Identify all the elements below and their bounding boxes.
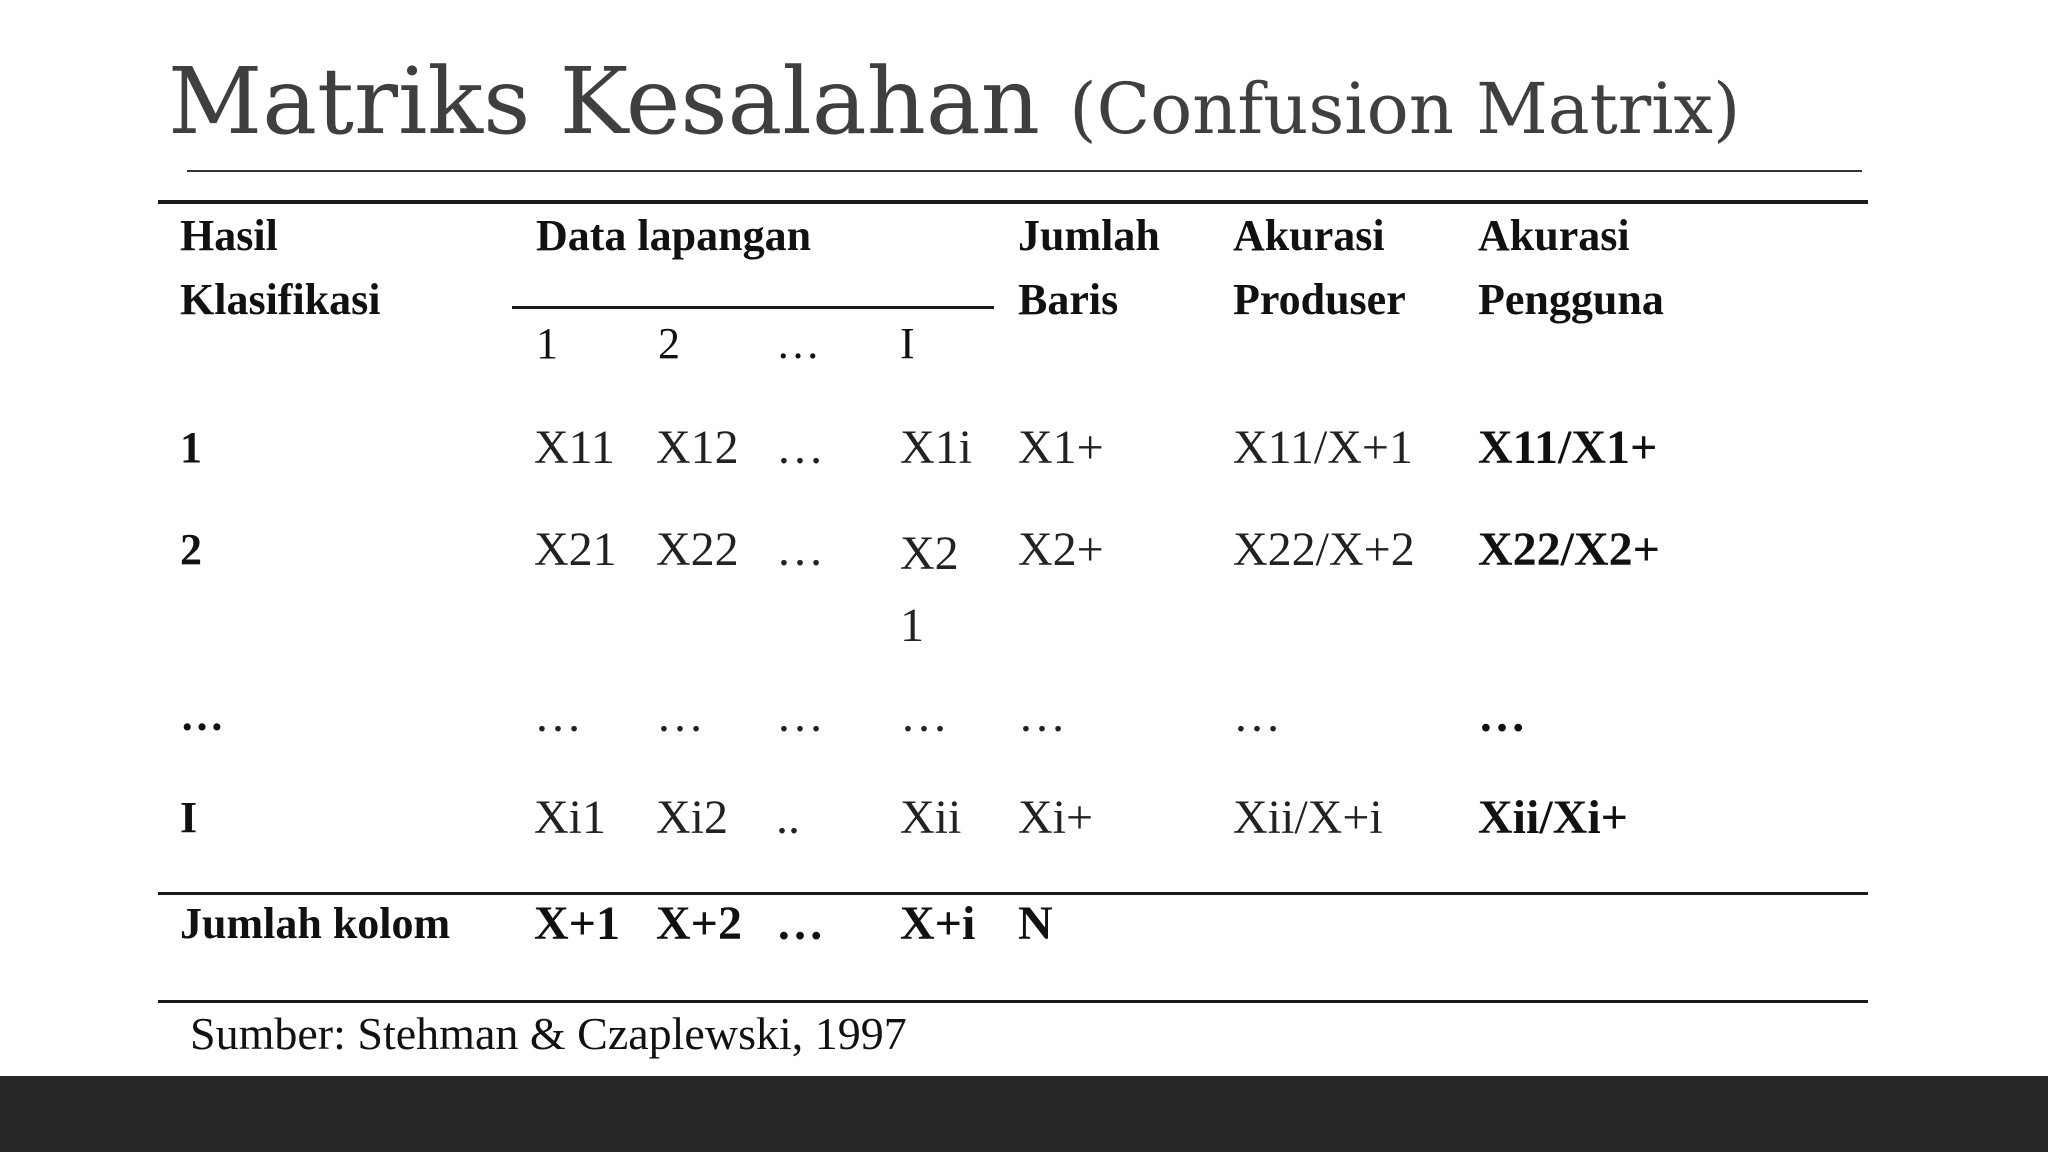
col-number: 1 bbox=[536, 319, 558, 368]
matrix-cell: Xi2 bbox=[656, 791, 728, 844]
producer-accuracy: X11/X+1 bbox=[1233, 421, 1413, 474]
column-total: X+i bbox=[900, 897, 976, 950]
matrix-cell: … bbox=[776, 689, 824, 742]
row-label: I bbox=[180, 793, 198, 842]
footer-band bbox=[0, 1076, 2048, 1152]
user-accuracy: … bbox=[1478, 689, 1526, 742]
column-total: … bbox=[776, 897, 824, 950]
title-divider bbox=[187, 170, 1862, 172]
row-total: … bbox=[1018, 689, 1066, 742]
column-total: X+2 bbox=[656, 897, 743, 950]
matrix-cell: Xi1 bbox=[534, 791, 606, 844]
user-accuracy: X22/X2+ bbox=[1478, 523, 1661, 576]
row-total: X2+ bbox=[1018, 523, 1104, 576]
matrix-cell: X21 bbox=[534, 523, 617, 576]
matrix-cell: Xii bbox=[900, 791, 962, 844]
title-main: Matriks Kesalahan bbox=[168, 48, 1041, 155]
header-akurasi-produser: Akurasi Produser bbox=[1233, 211, 1406, 324]
matrix-cell: X22 bbox=[656, 523, 739, 576]
producer-accuracy: Xii/X+i bbox=[1233, 791, 1383, 844]
matrix-cell: X2 1 bbox=[900, 527, 959, 652]
col-number: I bbox=[900, 319, 915, 368]
producer-accuracy: X22/X+2 bbox=[1233, 523, 1415, 576]
row-total: Xi+ bbox=[1018, 791, 1094, 844]
header-akurasi-pengguna: Akurasi Pengguna bbox=[1478, 211, 1664, 324]
user-accuracy: X11/X1+ bbox=[1478, 421, 1658, 474]
matrix-cell: … bbox=[776, 523, 824, 576]
col-number: … bbox=[776, 319, 820, 368]
matrix-cell: X12 bbox=[656, 421, 739, 474]
row-label: 1 bbox=[180, 423, 202, 472]
matrix-cell: X1i bbox=[900, 421, 972, 474]
matrix-cell: … bbox=[534, 689, 582, 742]
header-data-lapangan: Data lapangan bbox=[536, 211, 812, 260]
row-label: 2 bbox=[180, 525, 202, 574]
matrix-cell: .. bbox=[776, 791, 800, 844]
header-hasil-klasifikasi: Hasil Klasifikasi bbox=[180, 211, 381, 324]
producer-accuracy: … bbox=[1233, 689, 1281, 742]
matrix-cell: X11 bbox=[534, 421, 615, 474]
confusion-matrix-table bbox=[148, 184, 1897, 1080]
matrix-cell: … bbox=[900, 689, 948, 742]
column-total: X+1 bbox=[534, 897, 621, 950]
source-citation: Sumber: Stehman & Czaplewski, 1997 bbox=[190, 1008, 907, 1059]
grand-total: N bbox=[1018, 897, 1053, 950]
title-sub: (Confusion Matrix) bbox=[1069, 68, 1741, 150]
user-accuracy: Xii/Xi+ bbox=[1478, 791, 1629, 844]
total-row-label: Jumlah kolom bbox=[180, 899, 451, 948]
row-label: … bbox=[180, 691, 224, 740]
slide-title bbox=[168, 42, 1740, 169]
col-number: 2 bbox=[658, 319, 680, 368]
matrix-cell: … bbox=[656, 689, 704, 742]
data-lapangan-rule bbox=[512, 306, 994, 309]
row-total: X1+ bbox=[1018, 421, 1104, 474]
header-jumlah-baris: Jumlah Baris bbox=[1018, 211, 1160, 324]
matrix-cell: … bbox=[776, 421, 824, 474]
